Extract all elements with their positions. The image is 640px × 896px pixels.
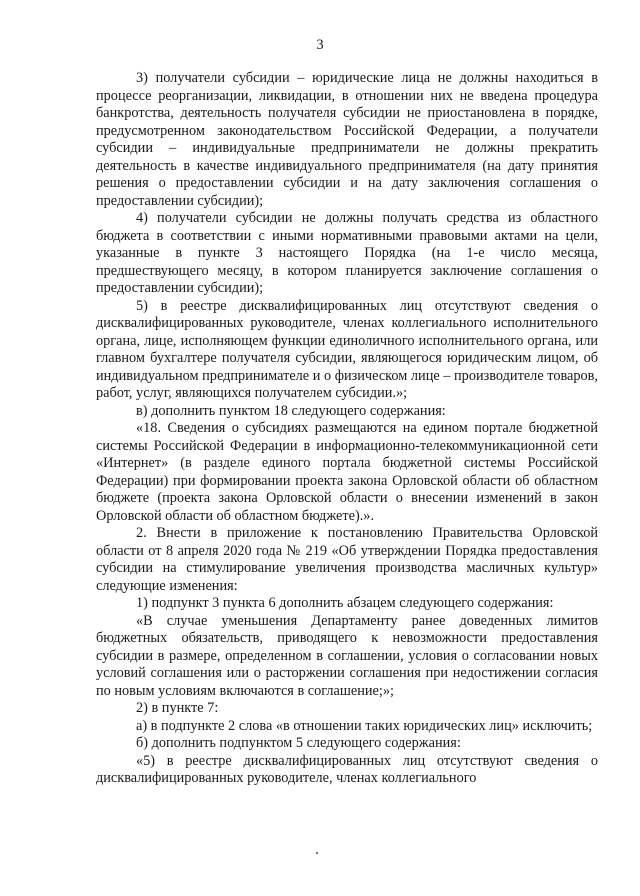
paragraph-subitem-a: а) в подпункте 2 слова «в отношении таких юридических лиц» исключить; — [136, 717, 593, 734]
paragraph-item-4: 4) получатели субсидии не должны получать средства из областного бюджета в соответствии с иными нормативными правовыми актами на цели, указанные в пункте 3 настоящего Порядка (на 1-е число месяца, предшествующего месяцу, в котором планируется заключение соглашения о предоставлении субсидии); — [96, 210, 598, 296]
scan-speck — [316, 852, 318, 854]
paragraph-quote-5: «5) в реестре дисквалифицированных лиц отсутствуют сведения о дисквалифицированных руководителе, членах коллегиального — [96, 752, 598, 786]
paragraph-subitem-b: б) дополнить подпунктом 5 следующего содержания: — [136, 735, 461, 751]
paragraph-quote-reduction: «В случае уменьшения Департаменту ранее доведенных лимитов бюджетных обязательств, приводящего к невозможности предоставления субсидии в размере, определенном в соглашении, условия о согласовании новых условий соглашения или о расторжении соглашения при недостижении согласия по новым условиям включаются в соглашение;»; — [96, 612, 598, 699]
paragraph-subpoint-2: 2) в пункте 7: — [136, 700, 219, 716]
paragraph-item-3: 3) получатели субсидии – юридические лица не должны находиться в процессе реорганизации, ликвидации, в отношении них не введена процедура банкротства, деятельность получателя субсидии не приостановлена в порядке, предусмотренном законодательством Российской Федерации, а получатели субсидии – индивидуальные предприниматели не должны прекратить деятельность в качестве индивидуального предпринимателя (на дату принятия решения о предоставлении субсидии и на дату заключения соглашения о предоставлении субсидии); — [96, 70, 598, 209]
paragraph-item-5: 5) в реестре дисквалифицированных лиц отсутствуют сведения о дисквалифицированных руководителе, членах коллегиального исполнительного органа, лице, исполняющем функции единоличного исполнительного органа, или главном бухгалтере получателя субсидии, являющегося юридическим лицом, об индивидуальном предпринимателе и о физическом лице – производителе товаров, работ, услуг, являющихся получателем субсидии.»; — [96, 297, 598, 401]
paragraph-subitem-v: в) дополнить пунктом 18 следующего содержания: — [136, 402, 446, 419]
paragraph-subpoint-1: 1) подпункт 3 пункта 6 дополнить абзацем следующего содержания: — [136, 595, 554, 611]
paragraph-section-2: 2. Внести в приложение к постановлению Правительства Орловской области от 8 апреля 2020 года № 219 «Об утверждении Порядка предоставления субсидии на стимулирование увеличения производства масличных культур» следующие изменения: — [96, 525, 598, 594]
document-body — [96, 70, 598, 788]
page-number: 3 — [316, 37, 324, 53]
paragraph-point-18: «18. Сведения о субсидиях размещаются на едином портале бюджетной системы Российской Федерации в информационно-телекоммуникационной сети «Интернет» (в разделе единого портала бюджетной системы Российской Федерации) при формировании проекта закона Орловской области об областном бюджете (проекта закона Орловской области о внесении изменений в закон Орловской области об областном бюджете).». — [96, 420, 598, 524]
